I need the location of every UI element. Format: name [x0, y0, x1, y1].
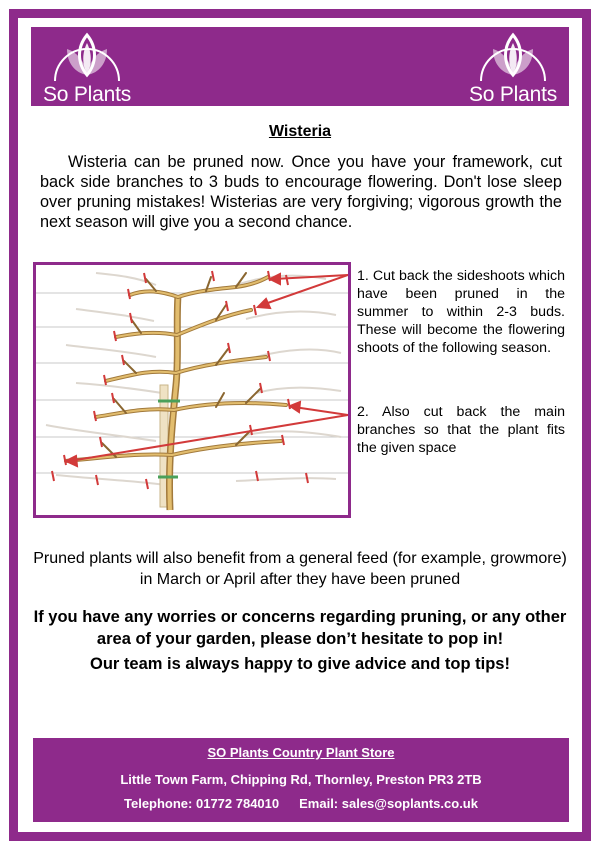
team-paragraph: Our team is always happy to give advice and top tips!	[90, 655, 510, 673]
wisteria-pruning-illustration	[33, 262, 351, 518]
leaf-logo-icon	[473, 29, 553, 85]
email: Email: sales@soplants.co.uk	[299, 796, 478, 811]
so-plants-logo-left	[37, 29, 137, 105]
logo-text: So Plants	[468, 83, 558, 106]
feed-paragraph: Pruned plants will also benefit from a general feed (for example, growmore) in March or April after they have been pruned	[33, 550, 567, 588]
store-contact	[33, 796, 569, 811]
page-title: Wisteria	[268, 123, 332, 140]
leaf-logo-icon	[47, 29, 127, 85]
wisteria-tree-drawing	[36, 265, 348, 515]
telephone: Telephone: 01772 784010	[124, 796, 280, 811]
intro-paragraph: Wisteria can be pruned now. Once you have your framework, cut back side branches to 3 buds to encourage flowering. Don't lose sleep over pruning mistakes! Wisterias are very forgiving; vigorous growth the next season will give you a second chance.	[40, 153, 562, 231]
store-address: Little Town Farm, Chipping Rd, Thornley, Preston PR3 2TB	[120, 772, 482, 787]
concerns-paragraph: If you have any worries or concerns regarding pruning, or any other area of your garden, please don’t hesitate to pop in!	[33, 608, 567, 648]
store-name: SO Plants Country Plant Store	[207, 745, 395, 760]
header-banner	[31, 27, 569, 106]
logo-text: So Plants	[42, 83, 132, 106]
footer-banner	[33, 738, 569, 822]
pruning-note-1: 1. Cut back the sideshoots which have been pruned in the summer to within 2-3 buds. These will become the flowering shoots of the following season.	[357, 268, 565, 356]
so-plants-logo-right	[463, 29, 563, 105]
pruning-note-2: 2. Also cut back the main branches so that the plant fits the given space	[357, 404, 565, 456]
